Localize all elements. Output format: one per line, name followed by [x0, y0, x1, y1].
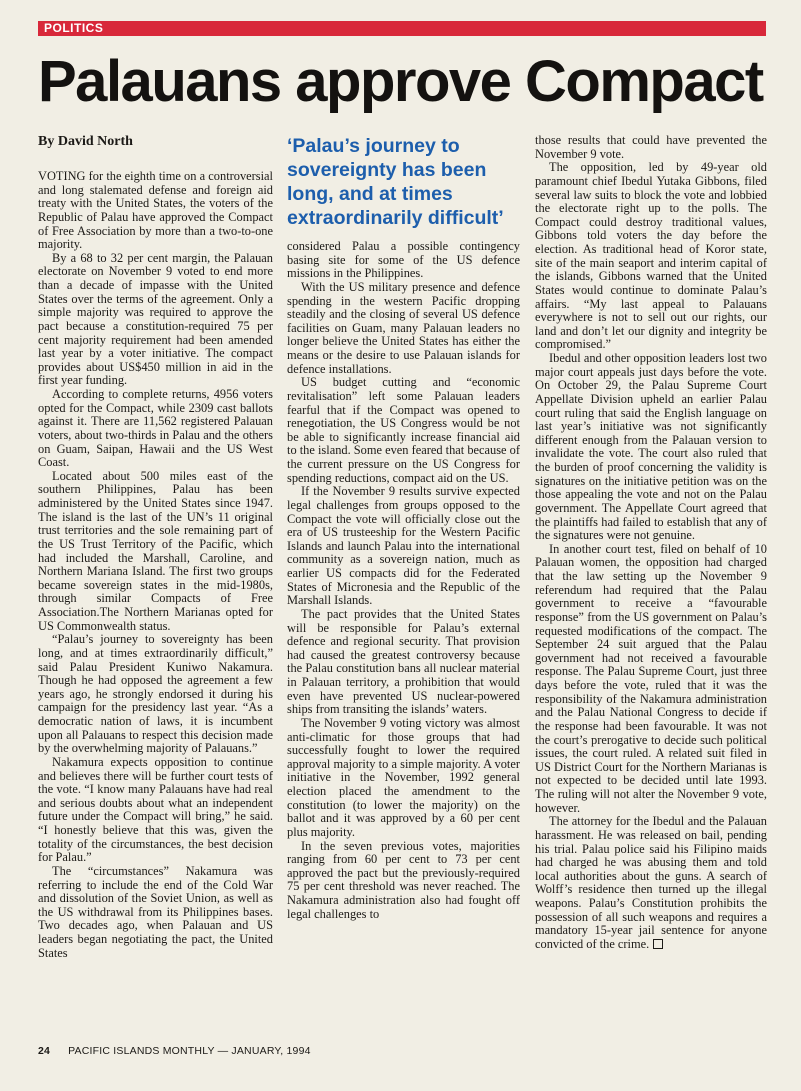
end-mark-icon [653, 939, 663, 949]
paragraph-text: The attorney for the Ibedul and the Palauan harassment. He was released on bail, pending his trial. Palau police said his Filipino maids had charged he was abusing them and told local authorities about the guns. A search of Wolff’s residence then turned up the illegal weapons. Palau’s Constitution prohibits the possession of all such weapons and requires a mandatory 15-year jail sentence for anyone convicted of the crime. [535, 814, 767, 951]
page-number: 24 [38, 1045, 51, 1057]
byline: By David North [38, 134, 133, 149]
paragraph: “Palau’s journey to sovereignty has been long, and at times extraordinarily difficult,” said Palau President Kuniwo Nakamura. Though he had opposed the agreement a few years ago, he strongly endorsed it during his campaign for the presidency last year. “As a democratic nation of laws, it is incumbent upon all Palauans to respect this decision made by the overwhelming majority of Palauans.” [38, 632, 273, 756]
paragraph: In another court test, filed on behalf of 10 Palauan women, the opposition had charged that the law setting up the November 9 referendum had required that the Palau government to receive a “favourable response” from the US government on Palau’s requested modifications of the compact. The September 24 suit argued that the Palau government had not received a favourable response. The Palau Supreme Court, just three days before the vote, ruled that it was the responsibility of the Nakamura administration and the Palau National Congress to decide if the response had been favourable. It was not the court’s prerogative to decide such political issues, the court ruled. A related suit filed in US District Court for the Northern Marianas is not expected to be decided until late 1993. The ruling will not alter the November 9 vote, however. [535, 541, 767, 815]
publication-line: PACIFIC ISLANDS MONTHLY — JANUARY, 1994 [68, 1045, 311, 1057]
paragraph: Ibedul and other opposition leaders lost two major court appeals just days before the vote. On October 29, the Palau Supreme Court Appellate Division upheld an earlier Palau court ruling that said the English language on last year’s initiative was not significantly different enough from the Palauan version to invalidate the vote. The court also ruled that the burden of proof concerning the validity is signatures on the initiative petition was on the those appealing the vote and not on the Palau government. The Appellate Court agreed that the plaintiffs had failed to establish that any of the signatures were not genuine. [535, 351, 767, 543]
paragraph: If the November 9 results survive expected legal challenges from groups opposed to the Compact the vote will officially close out the era of US trusteeship for the Western Pacific Islands and launch Palau into the international community as a sovereign nation, much as earlier US compacts did for the Federated States of Micronesia and the Republic of the Marshall Islands. [287, 484, 520, 608]
section-label: POLITICS [44, 21, 104, 35]
pull-quote: ‘Palau’s journey to sovereignty has been long, and at times extraordinarily difficult’ [287, 135, 504, 229]
article-column-3 [535, 134, 767, 952]
paragraph: those results that could have prevented the November 9 vote. [535, 133, 767, 161]
paragraph: By a 68 to 32 per cent margin, the Palauan electorate on November 9 voted to end more than a decade of impasse with the United States over the terms of the agreement. Only a simple majority was required to approve the pact because a constitution-required 75 per cent majority requirement had been amended last year by a voter initiative. The compact provides about US$450 million in aid in the first year funding. [38, 250, 273, 388]
paragraph-last [535, 815, 767, 951]
paragraph: With the US military presence and defence spending in the western Pacific dropping steadily and the closing of several US defence facilities on Guam, many Palauan leaders no longer believe the United States has either the means or the desire to use Palauan islands for defence installations. [287, 279, 520, 376]
article-column-2 [287, 134, 520, 921]
headline: Palauans approve Compact [38, 49, 763, 114]
paragraph: According to complete returns, 4956 voters opted for the Compact, while 2309 cast ballots against it. There are 11,562 registered Palauan voters, about two-thirds in Palau and the others on Guam, Saipan, Hawaii and the US West Coast. [38, 387, 273, 470]
paragraph: considered Palau a possible contingency basing site for some of the US defence missions in the Philippines. [287, 239, 520, 281]
page-footer [38, 1045, 311, 1057]
section-bar [38, 21, 766, 36]
paragraph: The opposition, led by 49-year old paramount chief Ibedul Yutaka Gibbons, filed several law suits to block the vote and lobbied the electorate right up to the polls. The Compact could destroy traditional values, Gibbons told voters the day before the election. As traditional head of Koror state, site of the main seaport and interim capital of the islands, Gibbons warned that the United States would continue to dominate Palau’s affairs. “My last appeal to Palauans everywhere is not to sell out our rights, our land and don’t let our dignity and integrity be compromised.” [535, 160, 767, 352]
paragraph: Nakamura expects opposition to continue and believes there will be further court tests of the vote. “I know many Palauans have had real and serious doubts about what an independent future under the Compact will bring,” he said. “I honestly believe that this was, given the totality of the circumstances, the best decision for Palau.” [38, 754, 273, 865]
paragraph: The pact provides that the United States will be responsible for Palau’s external defence and regional security. That provision had caused the greatest controversy because the Palau constitution bans all nuclear material in Palauan territory, a prohibition that would even have prevented US nuclear-powered ships from transiting the islands’ waters. [287, 606, 520, 717]
paragraph: Located about 500 miles east of the southern Philippines, Palau has been administered by the United States since 1947. The island is the last of the UN’s 11 original trust territories and the sole remaining part of the US Trust Territory of the Pacific, which had included the Marshall, Caroline, and Northern Mariana Island. The first two groups became sovereign states in the mid-1980s, through similar Compacts of Free Association.The Northern Marianas opted for US Commonwealth status. [38, 468, 273, 633]
paragraph: The “circumstances” Nakamura was referring to include the end of the Cold War and dissolution of the Soviet Union, as well as the US withdrawal from its Philippines bases. Two decades ago, when Palauan and US leaders began negotiating the pact, the United States [38, 863, 273, 960]
paragraph: VOTING for the eighth time on a controversial and long stalemated defense and foreign aid treaty with the United States, the voters of the Republic of Palau have approved the Compact of Free Association by more than a two-to-one majority. [38, 169, 273, 252]
paragraph: The November 9 voting victory was almost anti-climatic for those groups that had successfully fought to lower the required approval majority to a simple majority. A voter initiative in the November, 1992 general election placed the amendment to the constitution (to lower the majority) on the ballot and it was approved by a 60 per cent plus majority. [287, 715, 520, 839]
paragraph: US budget cutting and “economic revitalisation” left some Palauan leaders fearful that if the Compact was opened to renegotiation, the US Congress would be not be able to significantly increase financial aid to the island. Some even feared that because of the current pressure on the US Congress for spending reductions, compact aid on the US. [287, 375, 520, 485]
paragraph: In the seven previous votes, majorities ranging from 60 per cent to 73 per cent approved the pact but the previously-required 75 per cent threshold was never reached. The Nakamura administration also had fought off legal challenges to [287, 838, 520, 921]
article-column-1 [38, 134, 273, 960]
